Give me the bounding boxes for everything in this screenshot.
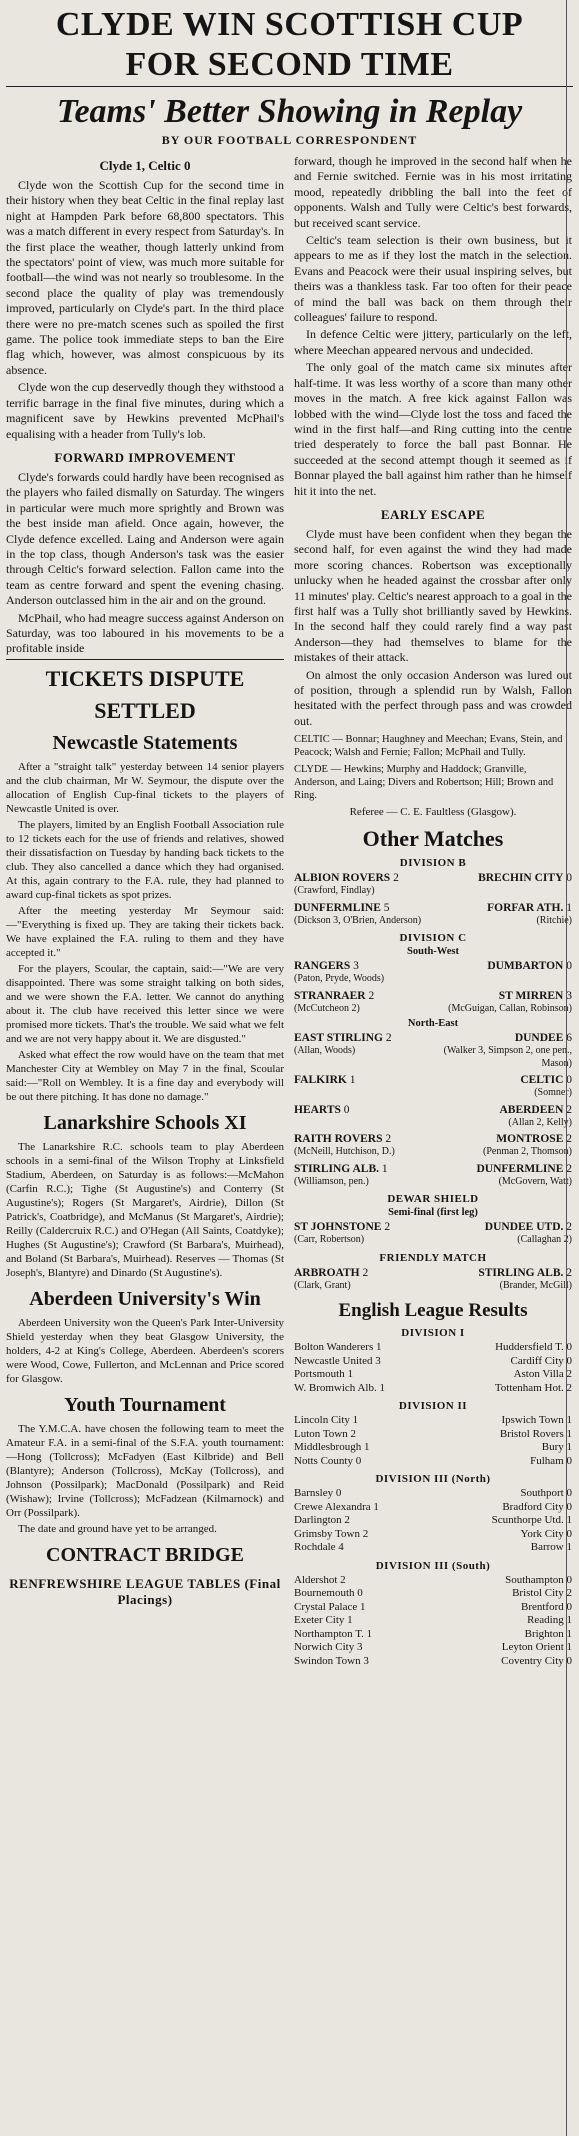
om-section-heading: DEWAR SHIELD bbox=[387, 1193, 479, 1206]
result-row bbox=[294, 1528, 572, 1542]
bridge-title: CONTRACT BRIDGE bbox=[46, 1543, 244, 1566]
away-scorers bbox=[439, 973, 572, 986]
home-scorers: (Crawford, Findlay) bbox=[294, 885, 375, 897]
result-row bbox=[294, 1355, 572, 1369]
away-scorers: (Penman 2, Thomson) bbox=[483, 1146, 572, 1158]
home-scorers: (Paton, Pryde, Woods) bbox=[294, 973, 385, 985]
scorers-row bbox=[294, 1176, 572, 1189]
home-result: Northampton T. 1 bbox=[294, 1627, 373, 1640]
scorers-row bbox=[294, 885, 572, 898]
home-result: Luton Town 2 bbox=[294, 1427, 356, 1440]
tickets-subtitle: Newcastle Statements bbox=[52, 731, 238, 754]
article-paragraph: Clyde's forwards could hardly have been recognised as the players who failed dismally on Saturday. The wingers in particular were much more sprightly and Brown was the best inside man afield. Once again, however, the Clyde defence excelled. Laing and Anderson were again in the top class, though Anderson's task was the easier through Celtic's forward selection. Fallon came into the team as centre forward and spent the evening chasing. Anderson outclassed him in the air and on the ground. bbox=[6, 469, 284, 608]
scorers-row bbox=[294, 1003, 572, 1016]
english-league-title: English League Results bbox=[338, 1300, 528, 1322]
om-section-heading: DIVISION C bbox=[399, 932, 467, 945]
divider bbox=[6, 86, 573, 87]
away-scorers: (Callaghan 2) bbox=[517, 1234, 572, 1246]
home-scorers: (McNeill, Hutchison, D.) bbox=[294, 1146, 395, 1158]
away-team: MONTROSE 2 bbox=[496, 1133, 572, 1146]
youth-text: The Y.M.C.A. have chosen the following team to meet the Amateur F.A. in a semi-final of the S.F.A. youth tournament:—Hong (Tollcross); McFadyen (East Kilbride) and Bell (Blantyre); Anderson (Tollcross), McKay (Tollcross), and Johnson (Possilpark); MacDonald (Possilpark) and Reid (Wishaw); Irvine (Tollcross); McFadzean (Kilmarnock) and Orr (Possilpark). bbox=[6, 1422, 284, 1519]
home-scorers bbox=[294, 1087, 427, 1100]
home-team: STRANRAER 2 bbox=[294, 989, 375, 1002]
result-row bbox=[294, 1514, 572, 1528]
tickets-title-1: TICKETS DISPUTE bbox=[45, 665, 245, 691]
home-scorers: (Clark, Grant) bbox=[294, 1279, 351, 1291]
aberdeen-text: Aberdeen University won the Queen's Park Inter-University Shield yesterday when they beat Glasgow University, the holders, 4-2 at King's College, Aberdeen. Aberdeen's scorers were Wood, Cowe, Fullerton, and McLennan and Price scored for Glasgow. bbox=[6, 1316, 284, 1385]
home-team: STIRLING ALB. 1 bbox=[294, 1162, 388, 1175]
home-team: ST JOHNSTONE 2 bbox=[294, 1221, 391, 1234]
away-scorers: (McGovern, Watt) bbox=[498, 1175, 572, 1187]
left-column bbox=[6, 154, 284, 1668]
home-result: Norwich City 3 bbox=[294, 1641, 363, 1654]
home-result: Swindon Town 3 bbox=[294, 1654, 369, 1667]
away-result: Coventry City 0 bbox=[501, 1654, 572, 1667]
lanarkshire-title: Lanarkshire Schools XI bbox=[43, 1111, 247, 1134]
subhead-escape: EARLY ESCAPE bbox=[380, 506, 486, 522]
tickets-title-2: SETTLED bbox=[94, 697, 196, 723]
result-row bbox=[294, 1601, 572, 1615]
byline: BY OUR FOOTBALL CORRESPONDENT bbox=[161, 133, 418, 147]
result-row bbox=[294, 1614, 572, 1628]
youth-text2: The date and ground have yet to be arranged. bbox=[18, 1522, 217, 1535]
celtic-team: CELTIC — Bonnar; Haughney and Meechan; Evans, Stein, and Peacock; Walsh and Fernie; Fallon; McPhail and Tully. bbox=[294, 734, 563, 759]
match-row bbox=[294, 1132, 572, 1146]
article-paragraph: The only goal of the match came six minutes after half-time. It was less worthy of a score than many other moves in the match. A free kick against Fallon was lobbed with the wind—Clyde lost the toss and faced the wind in the first half—and Ring cutting into the centre tried desperately to force the ball past Bonnar. He succeeded at the second attempt though it seemed as if Bonnar played the ball against him rather than he himself hit it into the net. bbox=[294, 360, 572, 498]
article-paragraph: Clyde won the Scottish Cup for the second time in their history when they beat Celtic in the final replay last night at Hampden Park before 68,800 spectators. This was a match different in every respect from Saturday's. In the first place the weather, though latterly unkind from the spectators' point of view, was much more suitable for football—the wind was not nearly so troublesome. In the second place the quality of play was tremendously improved, particularly on Clyde's part. In the third place there were no pre-match scenes such as spoiled the first game. The police took immediate steps to ban the Eire flag which, however, was almost conspicuous by its absence. bbox=[6, 178, 284, 377]
away-result: Bristol City 2 bbox=[512, 1587, 572, 1600]
tickets-paragraph: The players, limited by an English Football Association rule to 12 tickets each for the use of friends and relatives, showed their dissatisfaction on Tuesday by handing back tickets to the club. They also cancelled a dance which they had organised. At this, again contrary to the F.A. rule, they had planned to award cup-final tickets as spot prizes. bbox=[6, 818, 284, 901]
away-team: STIRLING ALB. 2 bbox=[478, 1266, 572, 1279]
scorers-row bbox=[294, 1146, 572, 1159]
away-scorers bbox=[439, 885, 572, 898]
away-scorers: (Somner) bbox=[534, 1087, 572, 1099]
scorers-row bbox=[294, 1280, 572, 1293]
home-result: Bournemouth 0 bbox=[294, 1587, 363, 1600]
bridge-subtitle: RENFREWSHIRE LEAGUE TABLES (Final Placings) bbox=[9, 1575, 281, 1607]
result-row bbox=[294, 1574, 572, 1588]
home-scorers bbox=[294, 1117, 427, 1130]
match-row bbox=[294, 1103, 572, 1117]
away-result: Bury 1 bbox=[541, 1441, 572, 1454]
divider bbox=[6, 659, 284, 660]
result-row bbox=[294, 1501, 572, 1515]
tickets-paragraph: After the meeting yesterday Mr Seymour said:—"Everything is fixed up. They are taking their tickets back. We have explained the F.A. ruling to them and they have accepted it." bbox=[6, 904, 284, 959]
home-result: Newcastle United 3 bbox=[294, 1354, 381, 1367]
result-row bbox=[294, 1541, 572, 1555]
om-section-region: North-East bbox=[407, 1018, 459, 1030]
page-edge-border bbox=[566, 0, 579, 2136]
away-scorers: (Allan 2, Kelly) bbox=[508, 1116, 572, 1128]
article-paragraph: In defence Celtic were jittery, particularly on the left, where Meechan appeared nervous and undecided. bbox=[294, 327, 572, 357]
away-result: Scunthorpe Utd. 1 bbox=[491, 1514, 572, 1527]
home-scorers: (Allan, Woods) bbox=[294, 1045, 356, 1057]
home-result: Middlesbrough 1 bbox=[294, 1441, 370, 1454]
home-result: Lincoln City 1 bbox=[294, 1414, 359, 1427]
om-section-heading: FRIENDLY MATCH bbox=[379, 1251, 487, 1264]
result-row bbox=[294, 1341, 572, 1355]
right-column bbox=[294, 154, 572, 1668]
away-result: Ipswich Town 1 bbox=[501, 1414, 572, 1427]
article-paragraph: Clyde must have been confident when they began the second half, for even against the wind they had made more scoring chances. Robertson was exceptionally unlucky when he headed against the crossbar after only 11 minutes' play. Celtic's nearest approach to a goal in the first half was a Tully shot brilliantly saved by Hewkins. In the second half they could rarely find a way past Anderson—they had themselves to blame for the mistakes of their attack. bbox=[294, 526, 572, 665]
other-matches-title: Other Matches bbox=[362, 826, 504, 852]
away-result: Tottenham Hot. 2 bbox=[494, 1381, 572, 1394]
om-section-region: Semi-final (first leg) bbox=[388, 1207, 478, 1219]
home-team: ALBION ROVERS 2 bbox=[294, 872, 399, 885]
away-team: BRECHIN CITY 0 bbox=[478, 872, 572, 885]
home-scorers: (McCutcheon 2) bbox=[294, 1002, 360, 1014]
om-section-heading: DIVISION B bbox=[399, 857, 467, 870]
home-result: Portsmouth 1 bbox=[294, 1368, 353, 1381]
home-team: ARBROATH 2 bbox=[294, 1266, 369, 1279]
scorers-row bbox=[294, 1234, 572, 1247]
result-row bbox=[294, 1655, 572, 1669]
scorers-row bbox=[294, 1045, 572, 1070]
home-result: Grimsby Town 2 bbox=[294, 1527, 369, 1540]
away-result: York City 0 bbox=[520, 1527, 572, 1540]
away-result: Southport 0 bbox=[520, 1487, 572, 1500]
el-division-heading: DIVISION III (South) bbox=[375, 1559, 491, 1572]
headline-line2: FOR SECOND TIME bbox=[125, 46, 454, 83]
home-team: HEARTS 0 bbox=[294, 1103, 350, 1116]
home-result: W. Bromwich Alb. 1 bbox=[294, 1381, 385, 1394]
away-result: Huddersfield T. 0 bbox=[495, 1341, 572, 1354]
other-matches-list bbox=[294, 857, 572, 1292]
article-paragraph: Clyde won the cup deservedly though they withstood a terrific barrage in the final five minutes, during which a magnificent save by Hewkins prevented McPhail's equalising with a header from Tully's lob. bbox=[6, 380, 284, 441]
home-result: Notts County 0 bbox=[294, 1454, 362, 1467]
home-scorers: (Dickson 3, O'Brien, Anderson) bbox=[294, 914, 422, 926]
away-result: Cardiff City 0 bbox=[510, 1354, 572, 1367]
away-team: DUMBARTON 0 bbox=[487, 960, 572, 973]
result-row bbox=[294, 1455, 572, 1469]
el-division-heading: DIVISION II bbox=[398, 1400, 468, 1413]
result-row bbox=[294, 1587, 572, 1601]
home-scorers: (Carr, Robertson) bbox=[294, 1234, 365, 1246]
away-scorers: (Walker 3, Simpson 2, one pen., Mason) bbox=[443, 1045, 572, 1069]
away-result: Aston Villa 2 bbox=[513, 1368, 572, 1381]
result-row bbox=[294, 1382, 572, 1396]
lanarkshire-text: The Lanarkshire R.C. schools team to play Aberdeen schools in a semi-final of the Wilson Trophy at Linksfield Stadium, Aberdeen, on Saturday is as follows:—McMahon (Carfin R.C.); Tighe (St Augustine's) and Conterry (St Augustine's); Rogers (St Margaret's, Airdrie), Dillon (St Patrick's, Coatbridge), and McManus (St Margaret's, Airdrie); Reilly (Caldercruix R.C.) and O'Hegan (All Saints, Coatdyke); Hughes (St Augustine's); Crawford (St Barbara's, Muirhead), and Boland (St Barbara's, Muirhead). Reserves — Thomas (St Joseph's, Blantyre) and Dinardo (St Augustine's). bbox=[6, 1140, 284, 1279]
match-row bbox=[294, 1162, 572, 1176]
away-result: Fulham 0 bbox=[530, 1454, 572, 1467]
home-result: Crystal Palace 1 bbox=[294, 1600, 366, 1613]
result-row bbox=[294, 1414, 572, 1428]
result-row bbox=[294, 1641, 572, 1655]
match-row bbox=[294, 871, 572, 885]
subhead-forward: FORWARD IMPROVEMENT bbox=[54, 449, 236, 465]
article-paragraph: Celtic's team selection is their own business, but it appears to me as if they lost the match in the selection. Evans and Peacock were their usual inspiring selves, but theirs was a thankless task. Far too often for their peace of mind the ball was back on them through their colleagues' failure to respond. bbox=[294, 233, 572, 325]
home-result: Darlington 2 bbox=[294, 1514, 350, 1527]
headline-line1: CLYDE WIN SCOTTISH CUP bbox=[55, 6, 524, 43]
article-paragraph: On almost the only occasion Anderson was lured out of position, through a splendid run by Walsh, Fallon hesitated with the perfect through pass and was crowded out. bbox=[294, 667, 572, 728]
scorers-row bbox=[294, 915, 572, 928]
away-result: Bradford City 0 bbox=[502, 1500, 572, 1513]
away-team: ABERDEEN 2 bbox=[499, 1103, 572, 1116]
match-row bbox=[294, 1073, 572, 1087]
result-row bbox=[294, 1428, 572, 1442]
away-team: ST MIRREN 3 bbox=[498, 989, 572, 1002]
subheadline: Teams' Better Showing in Replay bbox=[56, 93, 523, 130]
home-team: RAITH ROVERS 2 bbox=[294, 1133, 392, 1146]
away-result: Reading 1 bbox=[527, 1614, 572, 1627]
aberdeen-title: Aberdeen University's Win bbox=[29, 1287, 261, 1310]
home-team: RANGERS 3 bbox=[294, 960, 359, 973]
home-result: Aldershot 2 bbox=[294, 1573, 346, 1586]
article-paragraph: forward, though he improved in the second half when he and Fernie switched. Fernie was in his most irritating mood, repeatedly dribbling the ball into the feet of opponents. Walsh and Tully were Celtic's best forwards, but received scant service. bbox=[294, 154, 572, 230]
tickets-paragraph: For the players, Scoular, the captain, said:—"We are very disappointed. There was some straight talking on both sides, and we were shown the F.A. letter. We cannot do anything about it. The club have received this letter since we were promised more tickets. That's the trouble. We said what we felt and we are not very happy about it. We are disgusted." bbox=[6, 962, 284, 1045]
youth-title: Youth Tournament bbox=[64, 1393, 226, 1416]
result-row bbox=[294, 1368, 572, 1382]
home-team: EAST STIRLING 2 bbox=[294, 1032, 392, 1045]
away-scorers: (McGuigan, Callan, Robinson) bbox=[448, 1002, 572, 1014]
home-team: DUNFERMLINE 5 bbox=[294, 901, 390, 914]
away-team: DUNDEE 6 bbox=[514, 1032, 572, 1045]
away-scorers: (Ritchie) bbox=[536, 914, 572, 926]
home-scorers: (Williamson, pen.) bbox=[294, 1175, 369, 1187]
home-result: Crewe Alexandra 1 bbox=[294, 1500, 379, 1513]
article-paragraph: McPhail, who had meagre success against Anderson on Saturday, was too laboured in his movements to be a profitable inside bbox=[6, 610, 284, 656]
scorers-row bbox=[294, 973, 572, 986]
result-row bbox=[294, 1628, 572, 1642]
om-section-region: South-West bbox=[407, 946, 459, 958]
match-row bbox=[294, 901, 572, 915]
match-row bbox=[294, 959, 572, 973]
result-row bbox=[294, 1441, 572, 1455]
match-row bbox=[294, 1220, 572, 1234]
away-result: Brighton 1 bbox=[524, 1627, 572, 1640]
away-result: Bristol Rovers 1 bbox=[499, 1427, 572, 1440]
away-team: FORFAR ATH. 1 bbox=[487, 901, 572, 914]
match-row bbox=[294, 1031, 572, 1045]
main-columns bbox=[6, 154, 573, 1668]
home-result: Bolton Wanderers 1 bbox=[294, 1341, 382, 1354]
away-team: DUNFERMLINE 2 bbox=[476, 1162, 572, 1175]
home-team: FALKIRK 1 bbox=[294, 1074, 356, 1087]
away-result: Southampton 0 bbox=[505, 1573, 572, 1586]
tickets-paragraph: Asked what effect the row would have on the team that met Manchester City at Wembley on May 7 in the final, Scoular said:—"Roll on Wembley. It is a fine day and everybody will be out there pitching. It has done no damage." bbox=[6, 1048, 284, 1103]
home-result: Exeter City 1 bbox=[294, 1614, 353, 1627]
home-result: Rochdale 4 bbox=[294, 1541, 344, 1554]
home-result: Barnsley 0 bbox=[294, 1487, 342, 1500]
result-row bbox=[294, 1487, 572, 1501]
match-row bbox=[294, 1266, 572, 1280]
referee: Referee — C. E. Faultless (Glasgow). bbox=[349, 806, 517, 819]
clyde-team: CLYDE — Hewkins; Murphy and Haddock; Granville, Anderson, and Laing; Divers and Robertson; Hill; Brown and Ring. bbox=[294, 764, 554, 802]
away-scorers: (Brander, McGill) bbox=[499, 1279, 572, 1291]
english-league-list bbox=[294, 1327, 572, 1668]
away-team: DUNDEE UTD. 2 bbox=[484, 1221, 572, 1234]
el-division-heading: DIVISION I bbox=[401, 1327, 465, 1340]
away-result: Leyton Orient 1 bbox=[501, 1641, 572, 1654]
scorers-row bbox=[294, 1117, 572, 1130]
score-line: Clyde 1, Celtic 0 bbox=[99, 158, 191, 173]
away-result: Brentford 0 bbox=[520, 1600, 572, 1613]
scorers-row bbox=[294, 1087, 572, 1100]
match-row bbox=[294, 989, 572, 1003]
tickets-paragraph: After a "straight talk" yesterday between 14 senior players and the club chairman, Mr W. Seymour, the dispute over the allocation of English Cup-final tickets to the players of Newcastle United is over. bbox=[6, 760, 284, 815]
away-result: Barrow 1 bbox=[530, 1541, 572, 1554]
away-team: CELTIC 0 bbox=[520, 1074, 572, 1087]
el-division-heading: DIVISION III (North) bbox=[375, 1473, 491, 1486]
